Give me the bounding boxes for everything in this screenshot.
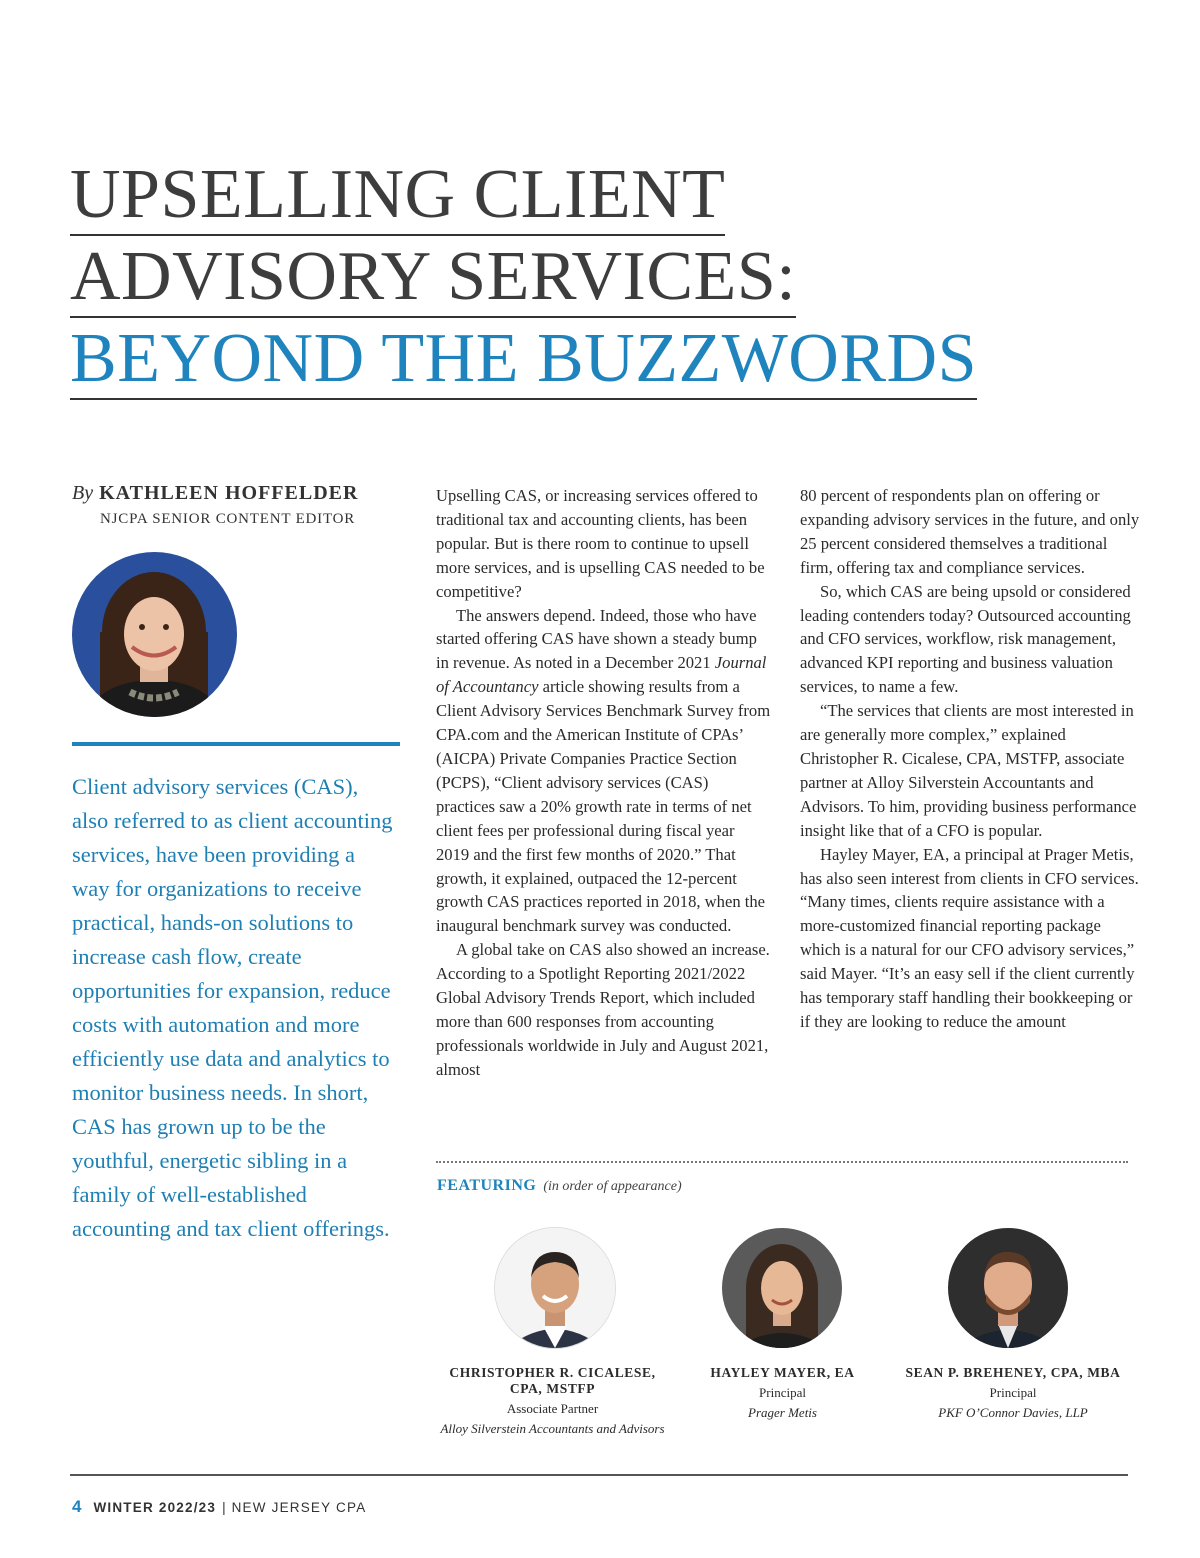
person-caption-3	[893, 1365, 1133, 1423]
person-photo-mayer	[722, 1228, 842, 1348]
person-name: SEAN P. BREHENEY, CPA, MBA	[905, 1365, 1121, 1380]
byline	[72, 482, 358, 505]
footer-separator: |	[222, 1500, 226, 1515]
body-paragraph: “The services that clients are most interested in are generally more complex,” explained Christopher R. Cicalese, CPA, MSTFP, associate partner at Alloy Silverstein Accountants and Advisors. To him, providing business performance insight like that of a CFO is popular.	[800, 701, 1137, 840]
body-paragraph: Upselling CAS, or increasing services offered to traditional tax and accounting clients, has been popular. But is there room to continue to upsell more services, and is upselling CAS needed to be competitive?	[436, 486, 765, 601]
person-name: CHRISTOPHER R. CICALESE,	[449, 1365, 656, 1380]
person-role: Associate Partner	[506, 1401, 599, 1416]
article-title	[70, 158, 977, 404]
featuring-label: FEATURING	[437, 1177, 537, 1194]
person-name-credentials: CPA, MSTFP	[509, 1381, 596, 1396]
featuring-heading	[437, 1177, 682, 1195]
person-role: Principal	[989, 1385, 1037, 1400]
person-organization: PKF O’Connor Davies, LLP	[938, 1405, 1088, 1420]
body-paragraph: So, which CAS are being upsold or considered leading contenders today? Outsourced accounting and CFO services, workflow, risk management, advanced KPI reporting and business valuation services, to name a few.	[800, 581, 1131, 697]
person-photo-breheney	[948, 1228, 1068, 1348]
body-column-2	[800, 484, 1140, 1034]
person-role: Principal	[759, 1385, 806, 1400]
person-caption-1	[430, 1365, 675, 1439]
featuring-note: (in order of appearance)	[543, 1179, 682, 1194]
body-paragraph: Hayley Mayer, EA, a principal at Prager Metis, has also seen interest from clients in CFO services. “Many times, clients require assistance with a more-customized financial reporting package which is a natural for our CFO advisory services,” said Mayer. “It’s an easy sell if the client currently has temporary staff handling their bookkeeping or if they are looking to reduce the amount	[800, 844, 1139, 1031]
author-name: KATHLEEN HOFFELDER	[99, 482, 359, 504]
pull-quote: Client advisory services (CAS), also referred to as client accounting services, have been providing a way for organizations to receive practical, hands-on solutions to increase cash flow, create opportunities for expansion, reduce costs with automation and more efficiently use data and analytics to monitor business needs. In short, CAS has grown up to be the youthful, energetic sibling in a family of well-established accounting and tax client offerings.	[72, 774, 393, 1241]
title-line-2: ADVISORY SERVICES:	[70, 240, 796, 318]
body-paragraph: 80 percent of respondents plan on offering or expanding advisory services in the future, and only 25 percent considered themselves a traditional firm, offering tax and compliance services.	[800, 486, 1140, 577]
body-column-1	[436, 484, 771, 1082]
issue-label: WINTER 2022/23	[93, 1500, 217, 1515]
footer-rule	[70, 1474, 1128, 1476]
person-name: HAYLEY MAYER, EA	[710, 1365, 855, 1380]
body-text: The answers depend. Indeed, those who have started offering CAS have shown a steady bump in revenue. As noted in a December 2021	[436, 605, 757, 673]
body-paragraph	[436, 604, 771, 939]
publication-name: Journal of Accountancy	[436, 653, 767, 697]
author-role: NJCPA SENIOR CONTENT EDITOR	[100, 511, 356, 527]
body-text: article showing results from a Client Advisory Services Benchmark Survey from CPA.com and the American Institute of CPAs’ (AICPA) Private Companies Practice Section (PCPS), “Client advisory services (CAS) practices saw a 20% growth rate in terms of net client fees per professional during fiscal year 2019 and the first few months of 2020.” That growth, it explained, outpaced the 12-percent growth CAS practices reported in 2018, when the inaugural benchmark survey was conducted.	[436, 677, 771, 936]
magazine-name: NEW JERSEY CPA	[231, 1500, 367, 1515]
person-organization: Alloy Silverstein Accountants and Advisors	[440, 1421, 665, 1436]
pull-quote-rule	[72, 742, 400, 746]
person-caption-2	[690, 1365, 875, 1423]
person-organization: Prager Metis	[748, 1405, 817, 1420]
page-number: 4	[72, 1497, 82, 1516]
page-footer	[72, 1497, 366, 1517]
author-photo	[72, 552, 237, 717]
byline-by: By	[72, 482, 94, 504]
person-photo-cicalese	[495, 1228, 615, 1348]
body-paragraph: A global take on CAS also showed an increase. According to a Spotlight Reporting 2021/2022 Global Advisory Trends Report, which included more than 600 responses from accounting professionals worldwide in July and August 2021, almost	[436, 940, 770, 1079]
title-line-3: BEYOND THE BUZZWORDS	[70, 322, 977, 400]
featuring-divider	[436, 1161, 1128, 1163]
title-line-1: UPSELLING CLIENT	[70, 158, 725, 236]
